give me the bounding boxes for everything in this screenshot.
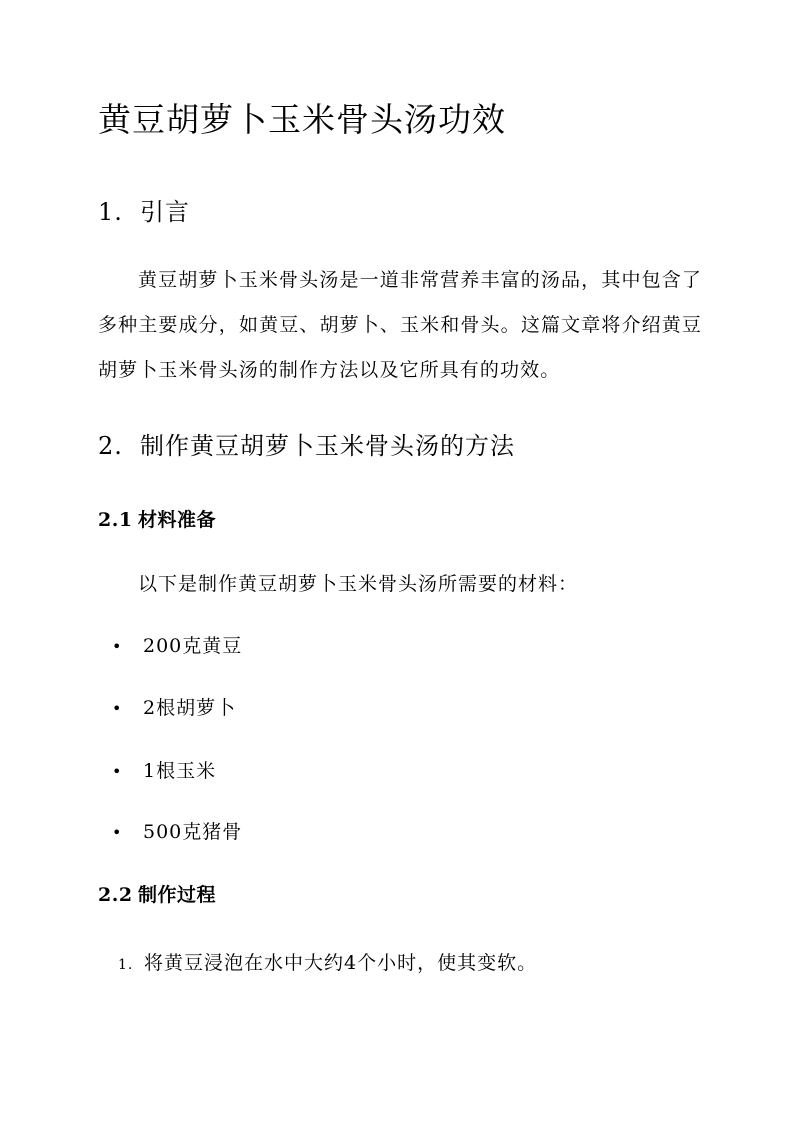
- subsection-number: 2.2: [98, 884, 133, 906]
- section-title: 制作黄豆胡萝卜玉米骨头汤的方法: [140, 432, 515, 460]
- bullet-icon: •: [112, 637, 123, 656]
- section-number: 2.: [98, 432, 123, 460]
- step-item: [118, 948, 537, 980]
- subsection-heading-materials: [98, 505, 216, 535]
- bullet-icon: •: [112, 762, 123, 781]
- list-item-text: 2根胡萝卜: [143, 697, 237, 719]
- list-item: [112, 631, 242, 662]
- section-title: 引言: [140, 198, 190, 226]
- bullet-icon: •: [112, 823, 123, 842]
- step-text: 将黄豆浸泡在水中大约4个小时，使其变软。: [144, 952, 538, 974]
- list-item: [112, 693, 236, 724]
- section-heading-introduction: [98, 194, 190, 230]
- materials-intro: 以下是制作黄豆胡萝卜玉米骨头汤所需要的材料：: [138, 573, 579, 595]
- subsection-heading-process: [98, 880, 216, 910]
- list-item: [112, 756, 216, 787]
- intro-paragraph: 黄豆胡萝卜玉米骨头汤是一道非常营养丰富的汤品，其中包含了多种主要成分，如黄豆、胡萝卜、玉米和骨头。这篇文章将介绍黄豆胡萝卜玉米骨头汤的制作方法以及它所具有的功效。: [98, 269, 702, 381]
- subsection-number: 2.1: [98, 509, 133, 531]
- list-item-text: 1根玉米: [143, 760, 217, 782]
- section-number: 1.: [98, 198, 123, 226]
- document-title: 黄豆胡萝卜玉米骨头汤功效: [98, 100, 506, 139]
- list-item-text: 200克黄豆: [143, 635, 243, 657]
- bullet-icon: •: [112, 699, 123, 718]
- subsection-title: 制作过程: [138, 884, 217, 906]
- list-item-text: 500克猪骨: [143, 821, 243, 843]
- subsection-title: 材料准备: [138, 509, 217, 531]
- step-number: 1.: [118, 957, 134, 973]
- list-item: [112, 817, 242, 848]
- section-heading-method: [98, 428, 515, 464]
